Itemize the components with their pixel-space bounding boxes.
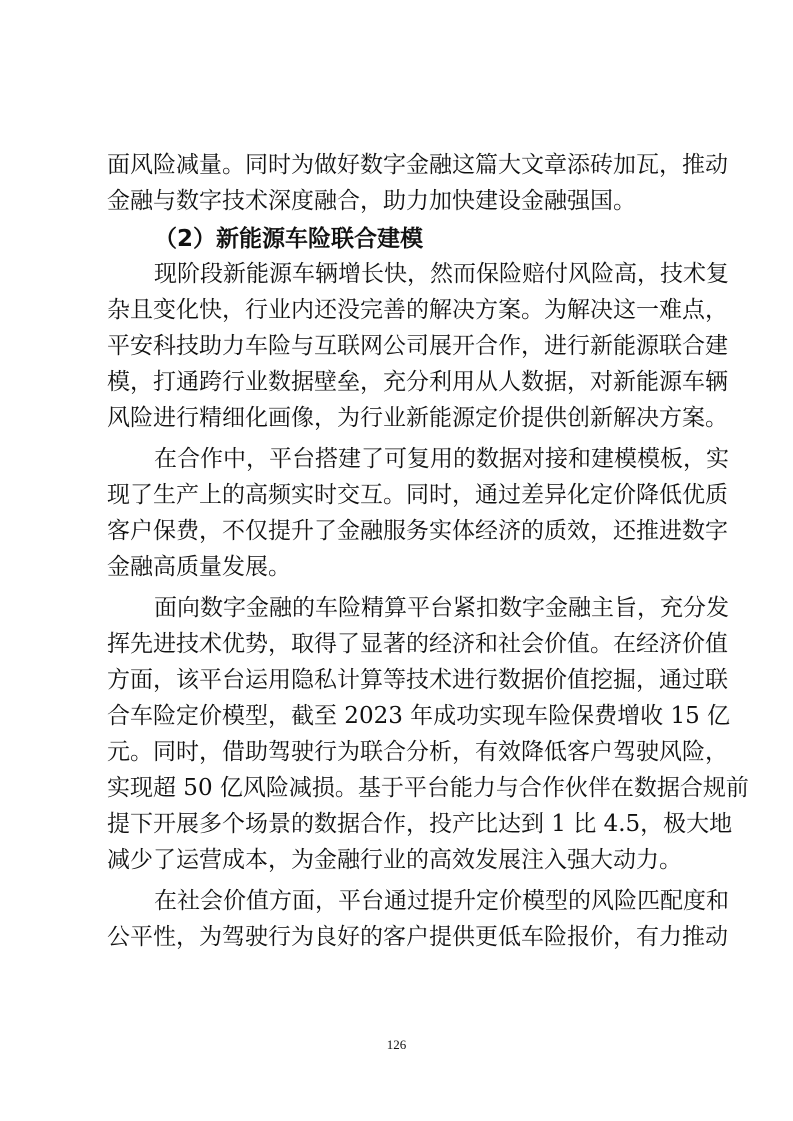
text-line: 公平性，为驾驶行为良好的客户提供更低车险报价，有力推动 <box>107 924 728 950</box>
text-line: 合车险定价模型，截至 2023 年成功实现车险保费增收 15 亿 <box>107 703 731 729</box>
text-line: 客户保费，不仅提升了金融服务实体经济的质效，还推进数字 <box>107 518 728 544</box>
text-line: 金融高质量发展。 <box>107 554 291 580</box>
text-line: 平安科技助力车险与互联网公司展开合作，进行新能源联合建 <box>107 333 728 359</box>
text-line: 风险进行精细化画像，为行业新能源定价提供创新解决方案。 <box>107 405 728 431</box>
text-line: 在社会价值方面，平台通过提升定价模型的风险匹配度和 <box>154 888 729 914</box>
text-line: 面向数字金融的车险精算平台紧扣数字金融主旨，充分发 <box>154 595 729 621</box>
text-line: 金融与数字技术深度融合，助力加快建设金融强国。 <box>107 188 636 214</box>
page-number: 126 <box>386 1037 407 1052</box>
text-line: 现阶段新能源车辆增长快，然而保险赔付风险高，技术复 <box>154 261 729 287</box>
text-line: 在合作中，平台搭建了可复用的数据对接和建模模板，实 <box>154 446 729 472</box>
text-line: 方面，该平台运用隐私计算等技术进行数据价值挖掘，通过联 <box>107 667 728 693</box>
text-line: 杂且变化快，行业内还没完善的解决方案。为解决这一难点， <box>107 297 728 323</box>
text-line: 面风险减量。同时为做好数字金融这篇大文章添砖加瓦，推动 <box>107 152 728 178</box>
section-heading: （2）新能源车险联合建模 <box>154 226 424 252</box>
text-line: 模，打通跨行业数据壁垒，充分利用从人数据，对新能源车辆 <box>107 369 728 395</box>
text-line: 提下开展多个场景的数据合作，投产比达到 1 比 4.5，极大地 <box>107 811 733 837</box>
text-line: 挥先进技术优势，取得了显著的经济和社会价值。在经济价值 <box>107 631 728 657</box>
text-line: 现了生产上的高频实时交互。同时，通过差异化定价降低优质 <box>107 482 728 508</box>
text-line: 元。同时，借助驾驶行为联合分析，有效降低客户驾驶风险， <box>107 739 728 765</box>
text-line: 实现超 50 亿风险减损。基于平台能力与合作伙伴在数据合规前 <box>107 775 749 801</box>
text-line: 减少了运营成本，为金融行业的高效发展注入强大动力。 <box>107 847 682 873</box>
